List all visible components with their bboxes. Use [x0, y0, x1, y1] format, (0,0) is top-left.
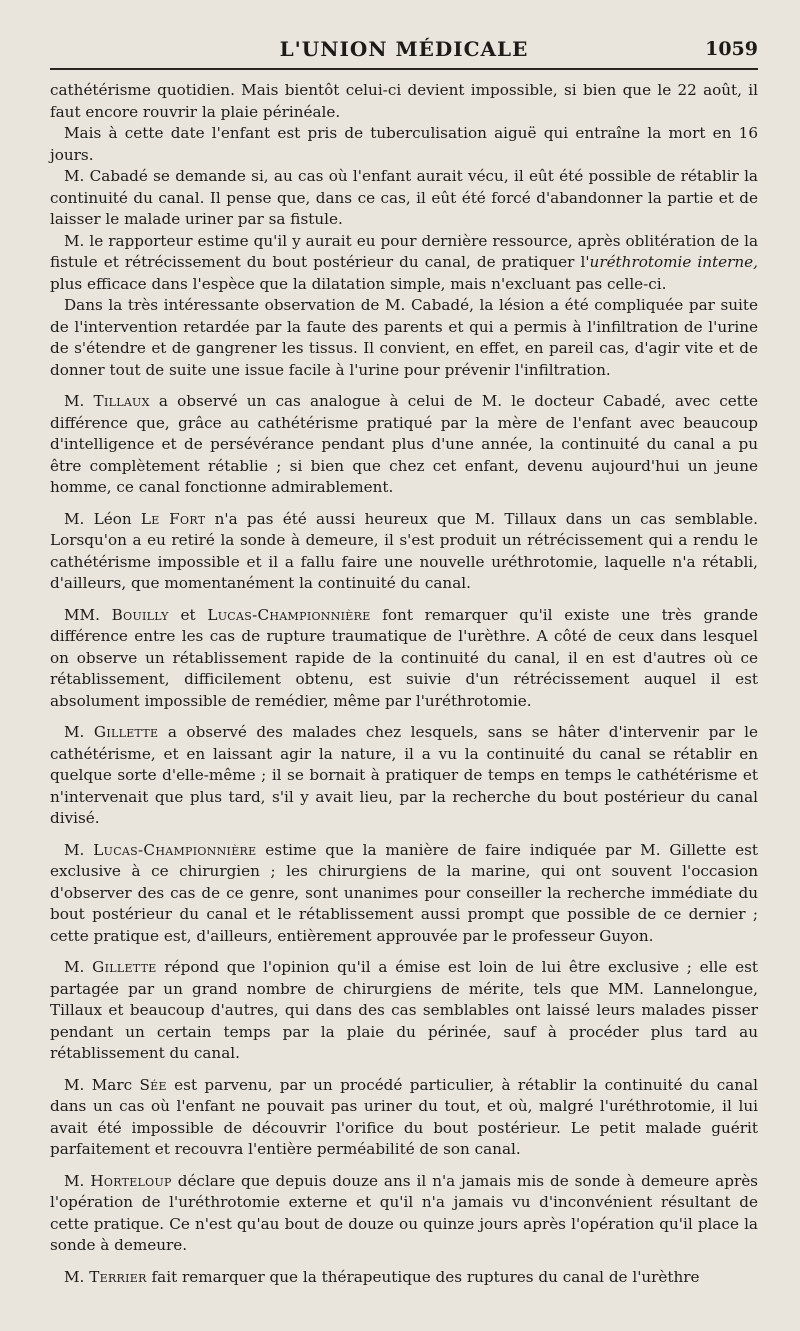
emphasis: uréthrotomie interne,: [589, 253, 759, 271]
paragraph-7: M. Léon Le Fort n'a pas été aussi heureux que M. Tillaux dans un cas semblable. Lorsqu'on a eu retiré la sonde à demeure, il s'est produit un rétrécissement qui a rendu le cathétérisme impossible et il a fallu faire une nouvelle uréthrotomie, laquelle n'a rétabli, d'ailleurs, que momentanément la continuité du canal.: [50, 509, 758, 592]
speaker-name: Terrier: [89, 1267, 147, 1286]
speaker-name: Horteloup: [90, 1171, 172, 1190]
speaker-name: Lucas-Championnière: [93, 840, 257, 859]
paragraph-13: M. Horteloup déclare que depuis douze ans il n'a jamais mis de sonde à demeure après l'opération de l'uréthrotomie externe et qu'il n'a jamais vu d'inconvénient résultant de cette pratique. Ce n'est qu'au bout de douze ou quinze jours après l'opération qu'il place la sonde à demeure.: [50, 1171, 758, 1254]
speaker-name: Tillaux: [93, 392, 150, 410]
paragraph-8: MM. Bouilly et Lucas-Championnière font remarquer qu'il existe une très grande différence entre les cas de rupture traumatique de l'urèthre. A côté de ceux dans lesquel on observe un rétablissement rapide de la continuité du canal, il en est d'autres où ce rétablissement, difficilement obtenu, est suivie d'un rétrécissement auquel il est absolument impossible de remédier, même par l'uréthrotomie.: [50, 605, 758, 710]
paragraph-1: cathétérisme quotidien. Mais bientôt celui-ci devient impossible, si bien que le 22 août, il faut encore rouvrir la plaie périnéale.: [50, 81, 758, 121]
speaker-name: Gillette: [93, 723, 159, 741]
running-head: [50, 30, 758, 68]
paragraph-14: M. Terrier fait remarquer que la thérapeutique des ruptures du canal de l'urèthre: [64, 1267, 700, 1286]
paragraph-9: M. Gillette a observé des malades chez lesquels, sans se hâter d'intervenir par le cathétérisme, et en laissant agir la nature, il a vu la continuité du canal se rétablir en quelque sorte d'elle-même ; il se bornait à pratiquer de temps en temps le cathétérisme et n'intervenait que plus tard, s'il y avait lieu, par la recherche du bout postérieur du canal divisé.: [50, 723, 758, 827]
body-text: [50, 80, 758, 1288]
journal-title: L'UNION MÉDICALE: [279, 37, 529, 61]
speaker-name: Sée: [139, 1075, 167, 1094]
speaker-name: Lucas-Championnière: [207, 605, 371, 624]
paragraph-5: Dans la très intéressante observation de M. Cabadé, la lésion a été compliquée par suite de l'intervention retardée par la faute des parents et qui a permis à l'infiltration de l'urine de s'étendre et de gangrener les tissus. Il convient, en effet, en pareil cas, d'agir vite et de donner tout de suite une issue facile à l'urine pour prévenir l'infiltration.: [50, 296, 758, 379]
paragraph-12: M. Marc Sée est parvenu, par un procédé particulier, à rétablir la continuité du canal dans un cas où l'enfant ne pouvait pas uriner du tout, et où, malgré l'uréthrotomie, il lui avait été impossible de découvrir l'orifice du bout postérieur. Le petit malade guérit parfaitement et recouvra l'entière perméabilité de son canal.: [50, 1075, 758, 1158]
paragraph-2: Mais à cette date l'enfant est pris de tuberculisation aiguë qui entraîne la mort en 16 jours.: [50, 124, 758, 164]
paragraph-6: M. Tillaux a observé un cas analogue à celui de M. le docteur Cabadé, avec cette différence que, grâce au cathétérisme pratiqué par la mère de l'enfant avec beaucoup d'intelligence et de persévérance pendant plus d'une année, la continuité du canal a pu être complètement rétablie ; si bien que chez cet enfant, devenu aujourd'hui un jeune homme, ce canal fonctionne admirablement.: [50, 392, 758, 496]
header-rule: [50, 68, 758, 70]
paragraph-10: M. Lucas-Championnière estime que la manière de faire indiquée par M. Gillette est exclusive à ce chirurgien ; les chirurgiens de la marine, qui ont souvent l'occasion d'observer des cas de ce genre, sont unanimes pour conseiller la recherche immédiate du bout postérieur du canal et le rétablissement aussi prompt que possible de ce dernier ; cette pratique est, d'ailleurs, entièrement approuvée par le professeur Guyon.: [50, 840, 758, 945]
speaker-name: Gillette: [92, 958, 157, 976]
paragraph-4: M. le rapporteur estime qu'il y aurait eu pour dernière ressource, après oblitération de la fistule et rétrécissement du bout postérieur du canal, de pratiquer l'uréthrotomie interne, plus efficace dans l'espèce que la dilatation simple, mais n'excluant pas celle-ci.: [50, 231, 759, 293]
page-number: 1059: [705, 38, 758, 60]
paragraph-11: M. Gillette répond que l'opinion qu'il a émise est loin de lui être exclusive ; elle est partagée par un grand nombre de chirurgiens de mérite, tels que MM. Lannelongue, Tillaux et beaucoup d'autres, qui dans des cas semblables ont laissé leurs malades pisser pendant un certain temps par la plaie du périnée, sauf à procéder plus tard au rétablissement du canal.: [50, 958, 758, 1062]
speaker-name: Bouilly: [111, 605, 169, 624]
speaker-name: Le Fort: [140, 509, 206, 528]
paragraph-3: M. Cabadé se demande si, au cas où l'enfant aurait vécu, il eût été possible de rétablir la continuité du canal. Il pense que, dans ce cas, il eût été forcé d'abandonner la partie et de laisser le malade uriner par sa fistule.: [50, 167, 758, 228]
